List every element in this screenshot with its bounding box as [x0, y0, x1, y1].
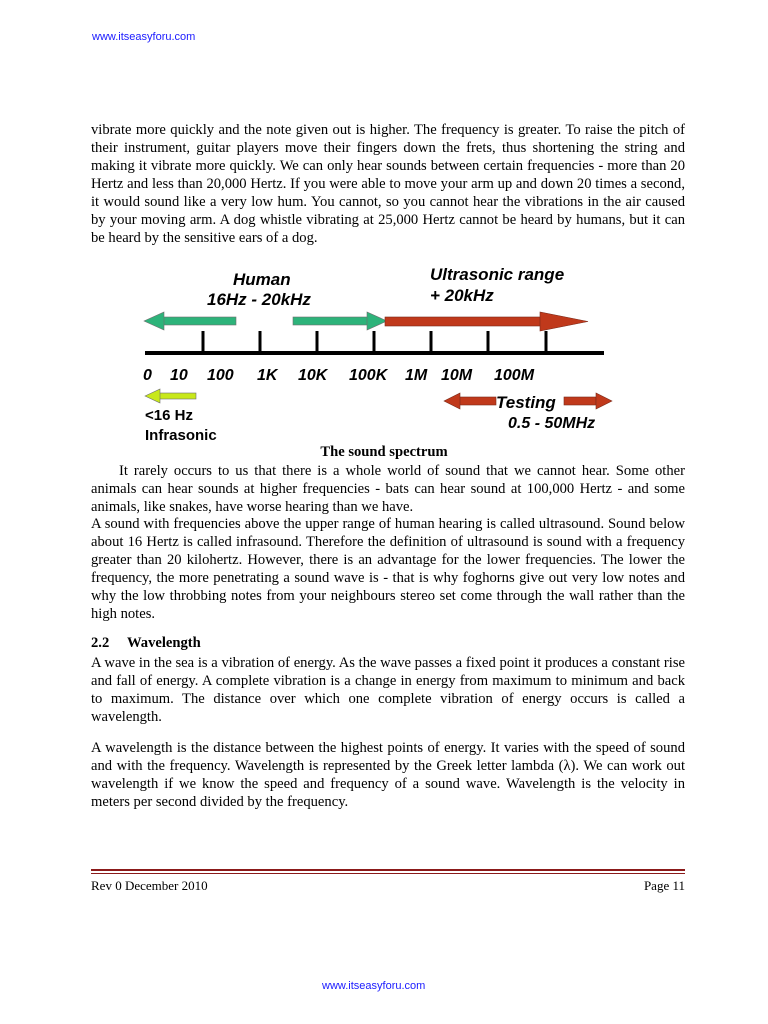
testing-range-label: 0.5 - 50MHz: [508, 415, 596, 432]
section-heading: [91, 635, 201, 652]
footer-site-link[interactable]: www.itseasyforu.com: [322, 980, 426, 992]
infrasonic-arrow: [145, 389, 196, 403]
tick-label: 10: [170, 367, 188, 384]
section-number: 2.2: [91, 635, 110, 651]
section-title: Wavelength: [127, 635, 201, 651]
footer-divider-thin: [91, 873, 685, 874]
human-range-label: 16Hz - 20kHz: [207, 290, 311, 309]
paragraph-wave-energy: A wave in the sea is a vibration of energy. As the wave passes a fixed point it produces a constant rise and fall of energy. A complete vibration is a change in energy from maximum to minimum and back to maximum. The distance over which one complete vibration of energy occurs is called a wavelength.: [91, 655, 685, 725]
paragraph-frequency-hearing: vibrate more quickly and the note given out is higher. The frequency is greater. To raise the pitch of their instrument, guitar players move their fingers down the frets, thus shortening the string and making it vibrate more quickly. We can only hear sounds between certain frequencies - more than 20 Hertz and less than 20,000 Hertz. If you were able to move your arm up and down 20 times a second, it would sound like a very low hum. You cannot, so you cannot hear the vibrations in the air caused by your moving arm. A dog whistle vibrating at 25,000 Hertz cannot be heard by humans, but it can be heard by the sensitive ears of a dog.: [91, 122, 685, 246]
ultrasonic-range-label: + 20kHz: [430, 286, 494, 305]
sound-spectrum-diagram: [0, 0, 768, 450]
tick-label: 100K: [349, 367, 388, 384]
tick-label: 100M: [494, 367, 535, 384]
human-label: Human: [233, 270, 291, 289]
footer-page-number: Page 11: [643, 878, 685, 893]
paragraph-wavelength-definition: A wavelength is the distance between the highest points of energy. It varies with the speed of sound and with the frequency. Wavelength is represented by the Greek letter lambda (λ). We can work out wavelength if we know the speed and frequency of a sound wave. Wavelength is the velocity in meters per second divided by the frequency.: [91, 740, 685, 810]
tick-label: 1K: [257, 367, 278, 384]
human-right-arrow: [293, 312, 387, 330]
tick-label: 10M: [441, 367, 473, 384]
tick-label: 100: [207, 367, 234, 384]
infrasonic-label: Infrasonic: [145, 427, 217, 444]
footer-revision: Rev 0 December 2010: [91, 878, 208, 893]
paragraph-unheard-sounds: It rarely occurs to us that there is a whole world of sound that we cannot hear. Some other animals can hear sounds at higher frequencies - bats can hear sound at 100,000 Hertz - and some animals, like snakes, have worse hearing than we have.: [91, 463, 685, 515]
testing-label: Testing: [496, 393, 556, 412]
axis-tick-labels: [143, 367, 535, 384]
frequency-axis: [145, 331, 604, 353]
tick-label: 10K: [298, 367, 328, 384]
tick-label: 0: [143, 367, 152, 384]
ultrasonic-arrow: [385, 312, 588, 331]
human-left-arrow: [144, 312, 236, 330]
header-site-link[interactable]: www.itseasyforu.com: [92, 31, 196, 43]
ultrasonic-label: Ultrasonic range: [430, 265, 565, 284]
figure-caption: The sound spectrum: [320, 444, 448, 460]
tick-label: 1M: [405, 367, 428, 384]
infrasonic-range-label: <16 Hz: [145, 407, 193, 424]
footer-divider: [91, 869, 685, 871]
paragraph-ultrasound-definition: A sound with frequencies above the upper range of human hearing is called ultrasound. Sound below about 16 Hertz is called infrasound. Therefore the definition of ultrasound is sound with a frequency greater than 20 kilohertz. However, there is an advantage for the lower frequencies. The lower the frequency, the more penetrating a sound wave is - that is why foghorns give out very low notes and why the low throbbing notes from your neighbours stereo set come through the wall rather than the high notes.: [91, 516, 685, 622]
